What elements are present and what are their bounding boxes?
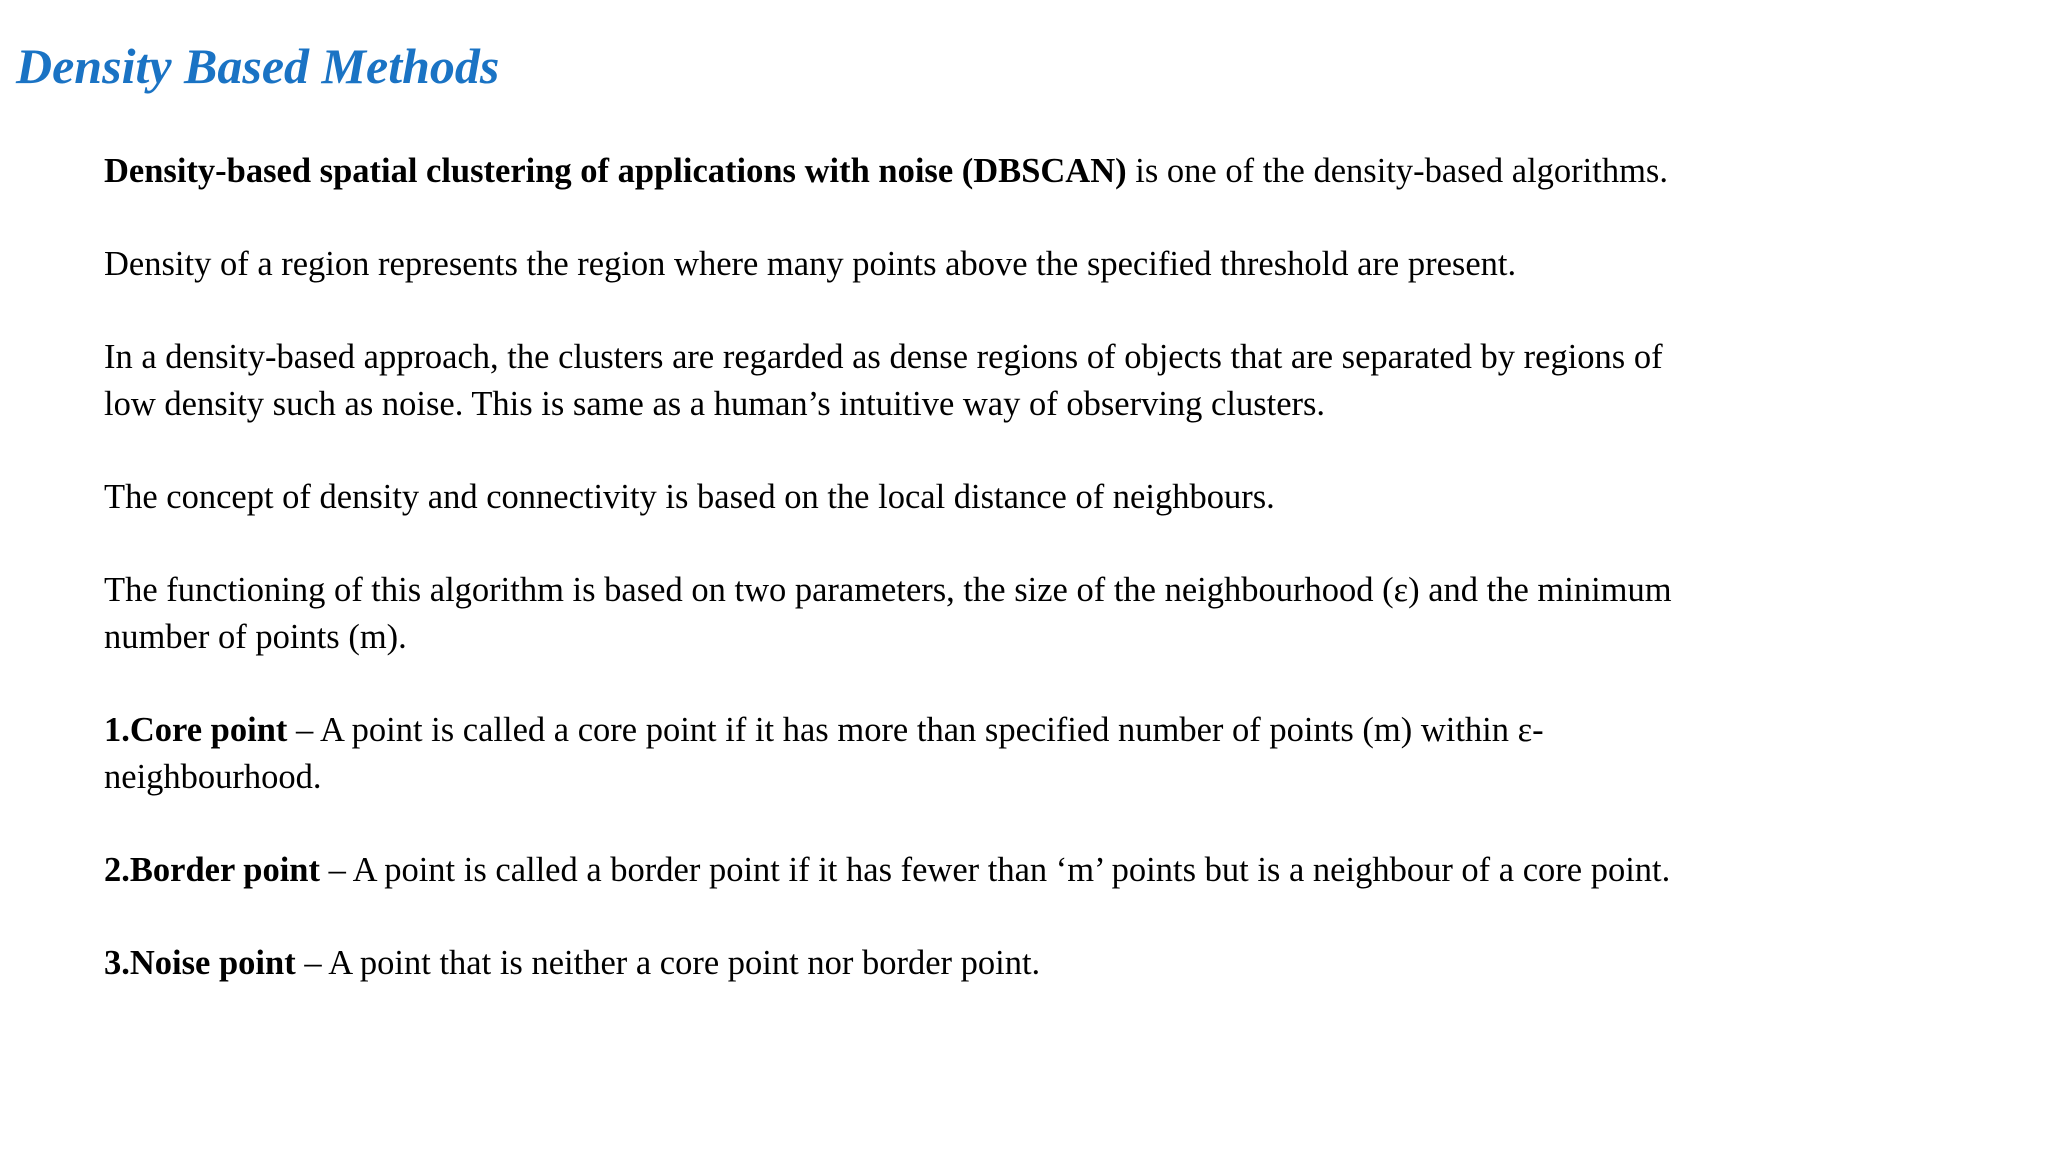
- noise-point-description: – A point that is neither a core point nor border point.: [295, 944, 1041, 982]
- paragraph-noise-point: [104, 940, 1984, 987]
- parameters-line-1: The functioning of this algorithm is based on two parameters, the size of the neighbourhood (ε) and the minimum: [104, 571, 1672, 609]
- connectivity-text: The concept of density and connectivity is based on the local distance of neighbours.: [104, 478, 1275, 516]
- noise-point-term: 3.Noise point: [104, 944, 296, 982]
- paragraph-dbscan-intro: [104, 148, 1984, 195]
- paragraph-connectivity: [104, 474, 1984, 521]
- slide-title: Density Based Methods: [16, 38, 500, 94]
- core-point-term: 1.Core point: [104, 711, 288, 749]
- density-approach-line-2: low density such as noise. This is same as a human’s intuitive way of observing clusters.: [104, 385, 1326, 423]
- border-point-description: – A point is called a border point if it has fewer than ‘m’ points but is a neighbour of a core point.: [319, 851, 1671, 889]
- dbscan-description: is one of the density-based algorithms.: [1126, 152, 1668, 190]
- border-point-term: 2.Border point: [104, 851, 320, 889]
- parameters-line-2: number of points (m).: [104, 618, 407, 656]
- paragraph-parameters: [104, 567, 1984, 661]
- core-point-line-1: – A point is called a core point if it has more than specified number of points (m) within ε-: [287, 711, 1544, 749]
- core-point-line-2: neighbourhood.: [104, 758, 322, 796]
- paragraph-core-point: [104, 707, 1984, 801]
- density-approach-line-1: In a density-based approach, the clusters are regarded as dense regions of objects that are separated by regions of: [104, 338, 1663, 376]
- dbscan-term: Density-based spatial clustering of applications with noise (DBSCAN): [104, 152, 1127, 190]
- paragraph-density-approach: [104, 334, 1984, 428]
- paragraph-border-point: [104, 847, 1984, 894]
- density-definition-text: Density of a region represents the region where many points above the specified threshold are present.: [104, 245, 1517, 283]
- paragraph-density-definition: [104, 241, 1984, 288]
